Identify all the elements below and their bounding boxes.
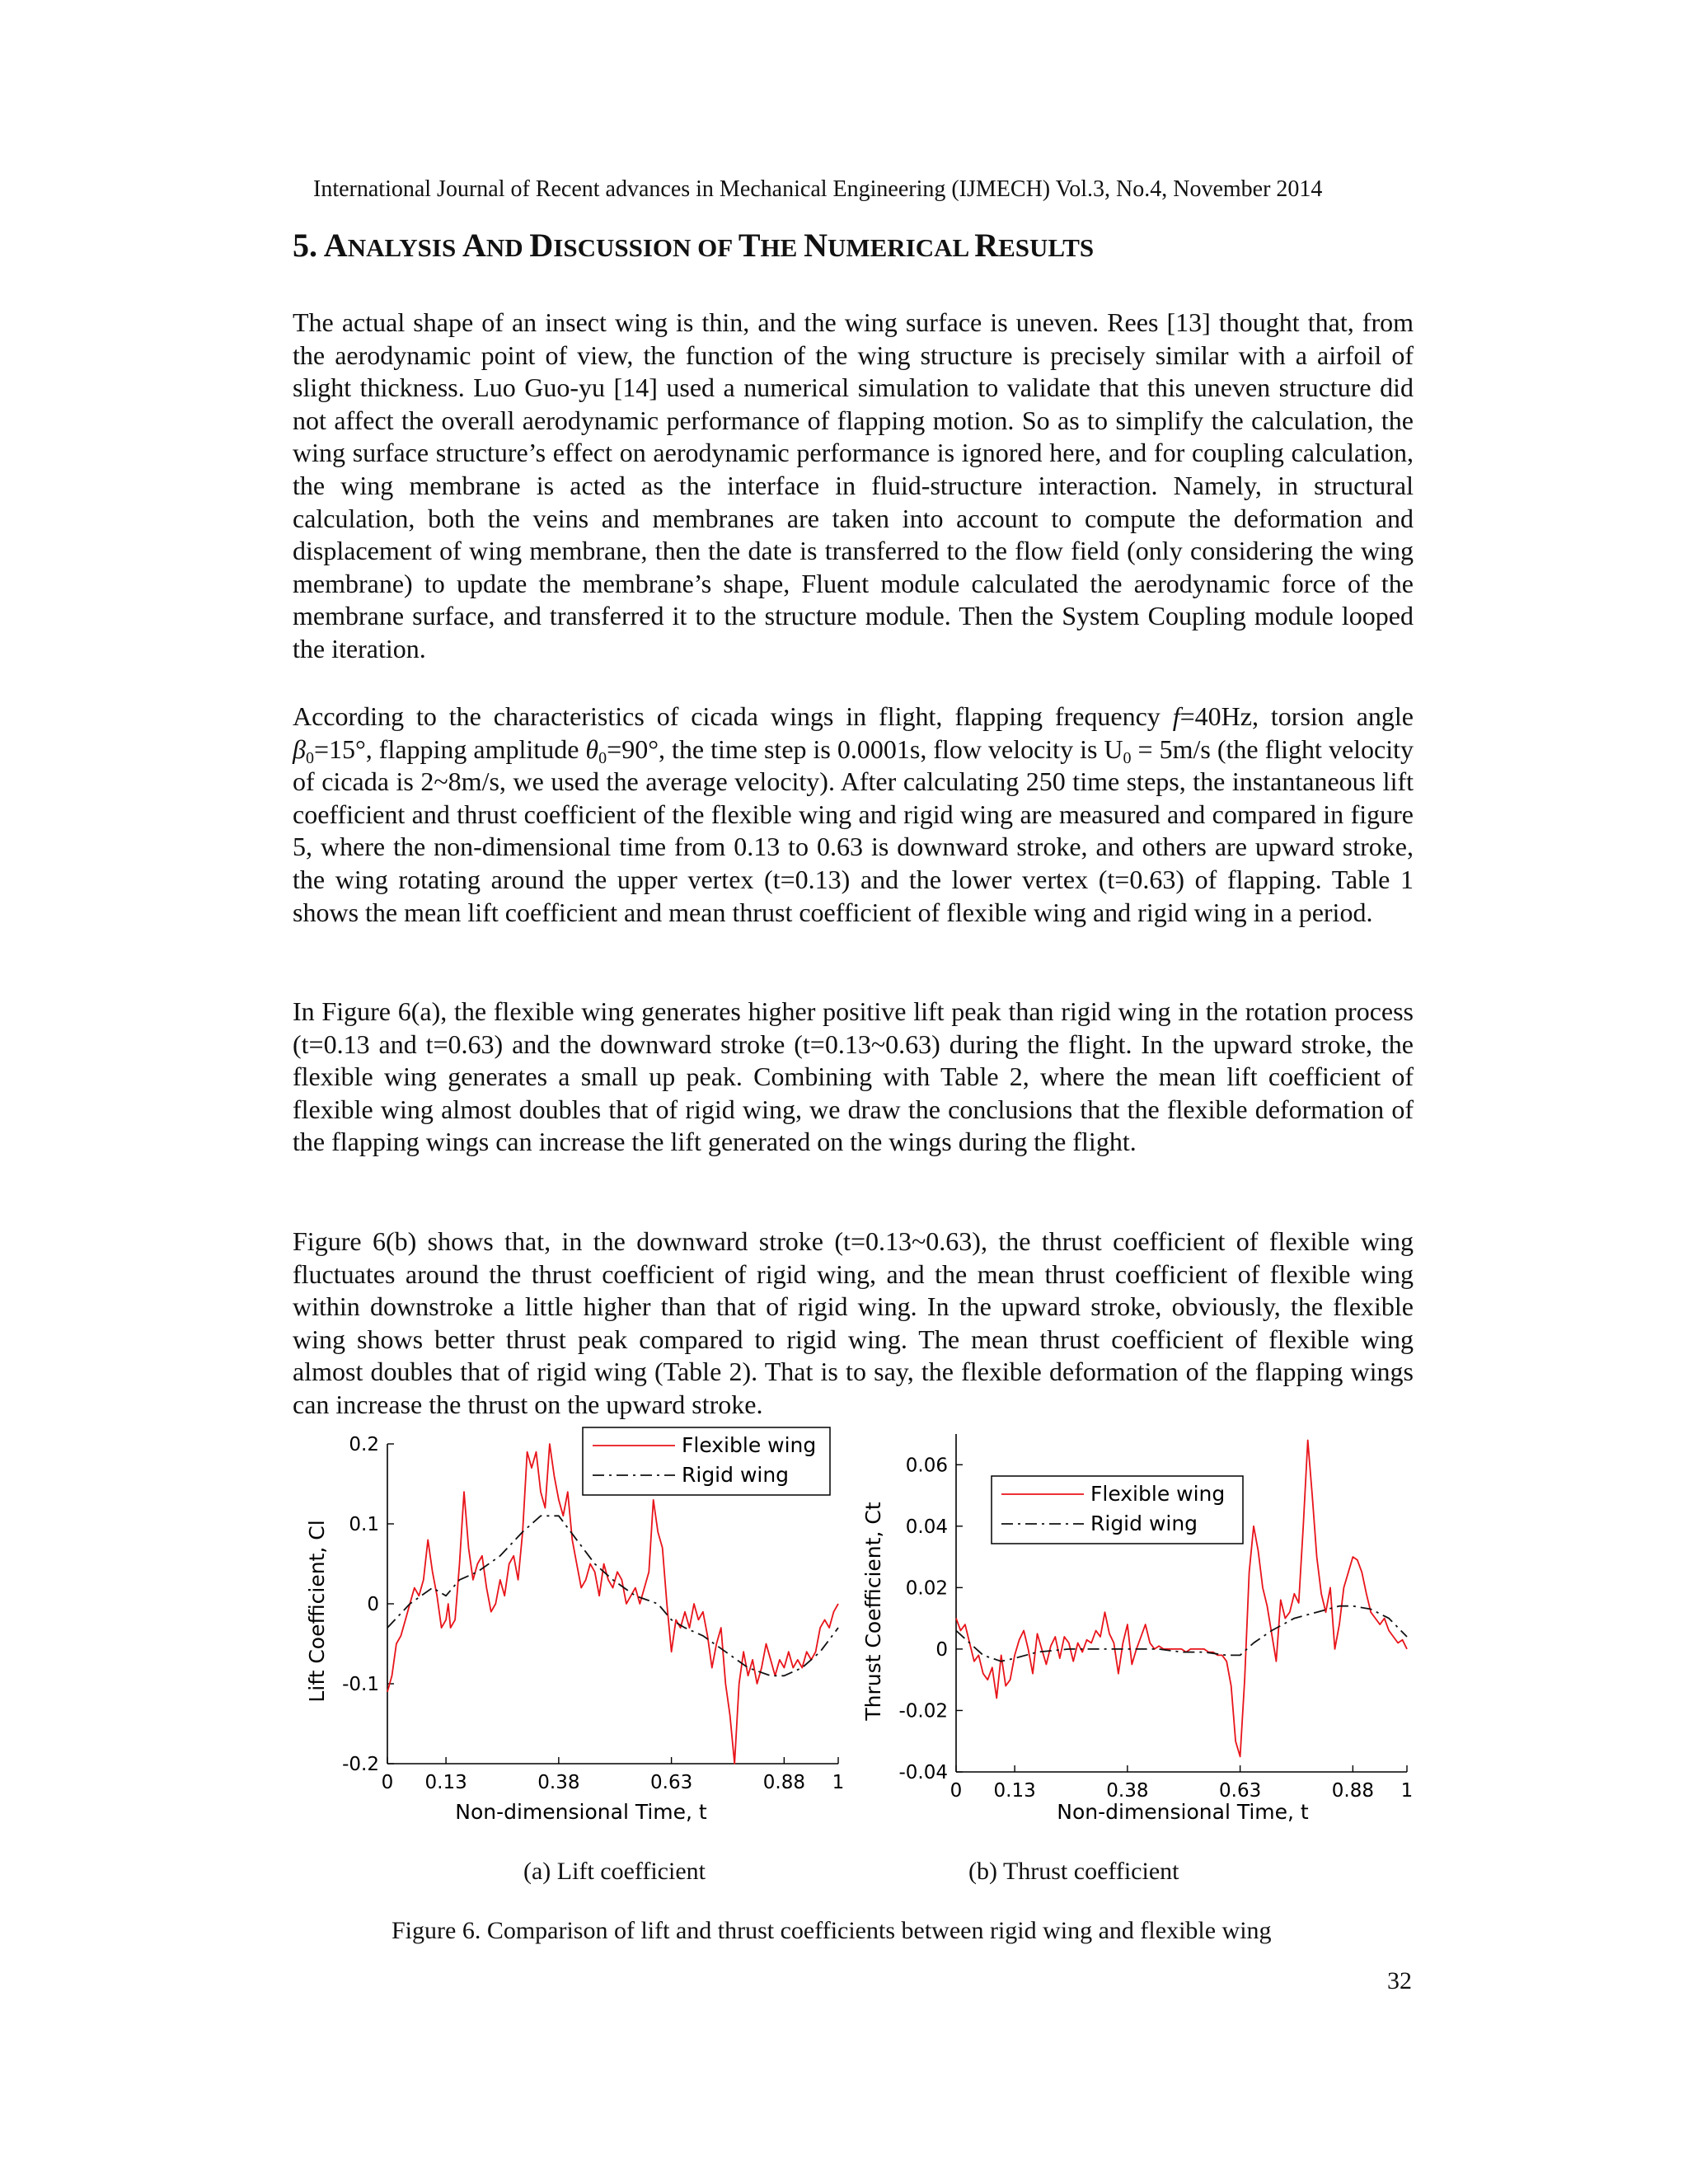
lift-coefficient-chart: [301, 1426, 845, 1834]
thrust-plot-area: [898, 1434, 1413, 1802]
p2-f-symbol: f: [1172, 701, 1180, 731]
subcaption-a: (a) Lift coefficient: [523, 1858, 706, 1885]
title-cap-0: A: [323, 227, 348, 264]
lift-xtick-label: 0.63: [650, 1772, 693, 1793]
lift-xtick-label: 0: [381, 1772, 394, 1793]
figure-caption: Figure 6. Comparison of lift and thrust coefficients between rigid wing and flexible wing: [392, 1917, 1272, 1944]
title-cap-5: R: [974, 227, 999, 264]
lift-plot-area: [342, 1427, 844, 1793]
title-cap-1: A: [462, 227, 486, 264]
p2-text-1: According to the characteristics of cicada wings in flight, flapping frequency: [293, 701, 1173, 731]
paragraph-1: The actual shape of an insect wing is thin, and the wing surface is uneven. Rees [13] thought that, from the aerodynamic point of view, the function of the wing structure is precisely similar with a airfoil of slight thickness. Luo Guo-yu [14] used a numerical simulation to validate that this uneven structure did not affect the overall aerodynamic performance of flapping motion. So as to simplify the calculation, the wing surface structure’s effect on aerodynamic performance is ignored here, and for coupling calculation, the wing membrane is acted as the interface in fluid-structure interaction. Namely, in structural calculation, both the veins and membranes are taken into account to compute the deformation and displacement of wing membrane, then the date is transferred to the flow field (only considering the wing membrane) to update the membrane’s shape, Fluent module calculated the aerodynamic force of the membrane surface, and transferred it to the structure module. Then the System Coupling module looped the iteration.: [293, 307, 1414, 663]
p2-text-3: =15°, flapping amplitude: [313, 733, 586, 764]
paragraph-3: In Figure 6(a), the flexible wing generates higher positive lift peak than rigid wing in the rotation process (t=0.13 and t=0.63) and the downward stroke (t=0.13~0.63) during the flight. In the upward stroke, the flexible wing generates a small up peak. Combining with Table 2, where the mean lift coefficient of flexible wing almost doubles that of rigid wing, we draw the conclusions that the flexible deformation of the flapping wings can increase the lift generated on the wings during the flight.: [293, 996, 1414, 1157]
lift-legend-label-0: Flexible wing: [682, 1433, 817, 1457]
thrust-x-axis-label: Non-dimensional Time, t: [1057, 1800, 1309, 1824]
title-cap-4: N: [804, 227, 828, 264]
lift-series-rigid-line: [387, 1516, 838, 1675]
title-rest-5: ESULTS: [998, 233, 1095, 262]
section-heading: [293, 224, 1094, 269]
thrust-xtick-label: 0.88: [1331, 1780, 1374, 1802]
subcaption-b: (b) Thrust coefficient: [968, 1858, 1179, 1885]
lift-ytick-label: -0.2: [342, 1754, 379, 1775]
paragraph-2: [293, 701, 1414, 929]
lift-x-axis-label: Non-dimensional Time, t: [455, 1800, 707, 1824]
thrust-xtick-label: 1: [1400, 1780, 1414, 1802]
title-cap-2: D: [529, 227, 554, 264]
p2-theta-symbol: θ: [585, 733, 599, 764]
thrust-y-axis-label: Thrust Coefficient, Ct: [861, 1502, 885, 1721]
lift-xtick-label: 0.88: [762, 1772, 805, 1793]
thrust-xtick-label: 0.63: [1219, 1780, 1262, 1802]
thrust-coefficient-chart: [857, 1426, 1418, 1834]
thrust-xtick-label: 0.13: [993, 1780, 1036, 1802]
p2-theta-subscript: 0: [598, 748, 607, 767]
thrust-ytick-label: 0: [935, 1638, 948, 1661]
lift-y-axis-label: Lift Coefficient, Cl: [305, 1520, 329, 1703]
lift-legend-label-1: Rigid wing: [682, 1463, 790, 1487]
p2-beta-subscript: 0: [305, 748, 314, 767]
thrust-legend-label-1: Rigid wing: [1090, 1511, 1198, 1535]
lift-ytick-label: 0.2: [349, 1434, 379, 1455]
lift-ytick-label: 0: [367, 1594, 379, 1615]
p2-text-2: =40Hz, torsion angle: [1179, 701, 1414, 731]
thrust-legend-label-0: Flexible wing: [1090, 1482, 1226, 1506]
thrust-ytick-label: 0.06: [905, 1455, 948, 1477]
p2-beta-symbol: β: [293, 733, 306, 764]
thrust-ytick-label: 0.04: [905, 1516, 948, 1538]
lift-xtick-label: 0.38: [537, 1772, 580, 1793]
lift-chart-svg: [301, 1426, 845, 1830]
lift-ytick-label: -0.1: [342, 1674, 379, 1695]
p2-text-5: = 5m/s (the flight velocity of cicada is 2~8m/s, we used the average velocity). After calculating 250 time steps, the instantaneous lift coefficient and thrust coefficient of the flexible wing and rigid wing are measured and compared in figure 5, where the non-dimensional time from 0.13 to 0.63 is downward stroke, and others are upward stroke, the wing rotating around the upper vertex (t=0.13) and the lower vertex (t=0.63) of flapping. Table 1 shows the mean lift coefficient and mean thrust coefficient of flexible wing and rigid wing in a period.: [293, 733, 1414, 927]
section-number: 5.: [293, 227, 317, 264]
title-rest-1: ND: [485, 233, 530, 262]
journal-header: International Journal of Recent advances in Mechanical Engineering (IJMECH) Vol.3, No.4, November 2014: [313, 176, 1323, 202]
thrust-ytick-label: -0.04: [898, 1762, 948, 1783]
thrust-xtick-label: 0.38: [1106, 1780, 1149, 1802]
lift-xtick-label: 0.13: [424, 1772, 467, 1793]
lift-ytick-label: 0.1: [349, 1514, 379, 1535]
p2-text-4: =90°, the time step is 0.0001s, flow velocity is U: [607, 733, 1123, 764]
lift-xtick-label: 1: [832, 1772, 845, 1793]
p2-u-subscript: 0: [1123, 748, 1132, 767]
title-rest-4: UMERICAL: [827, 233, 975, 262]
title-cap-3: T: [738, 227, 761, 264]
thrust-ytick-label: -0.02: [898, 1700, 948, 1722]
page-number: 32: [1387, 1967, 1412, 1994]
paragraph-4: Figure 6(b) shows that, in the downward stroke (t=0.13~0.63), the thrust coefficient of flexible wing fluctuates around the thrust coefficient of rigid wing, and the mean thrust coefficient of flexible wing within downstroke a little higher than that of rigid wing. In the upward stroke, obviously, the flexible wing shows better thrust peak compared to rigid wing. The mean thrust coefficient of flexible wing almost doubles that of rigid wing (Table 2). That is to say, the flexible deformation of the flapping wings can increase the thrust on the upward stroke.: [293, 1226, 1414, 1419]
thrust-chart-svg: [857, 1426, 1418, 1830]
thrust-ytick-label: 0.02: [905, 1577, 948, 1600]
section-title-text: [324, 227, 1094, 264]
thrust-series-rigid-line: [956, 1606, 1407, 1661]
thrust-xtick-label: 0: [950, 1780, 963, 1802]
title-rest-2: ISCUSSION OF: [553, 233, 738, 262]
title-rest-3: HE: [760, 233, 804, 262]
title-rest-0: NALYSIS: [347, 233, 462, 262]
